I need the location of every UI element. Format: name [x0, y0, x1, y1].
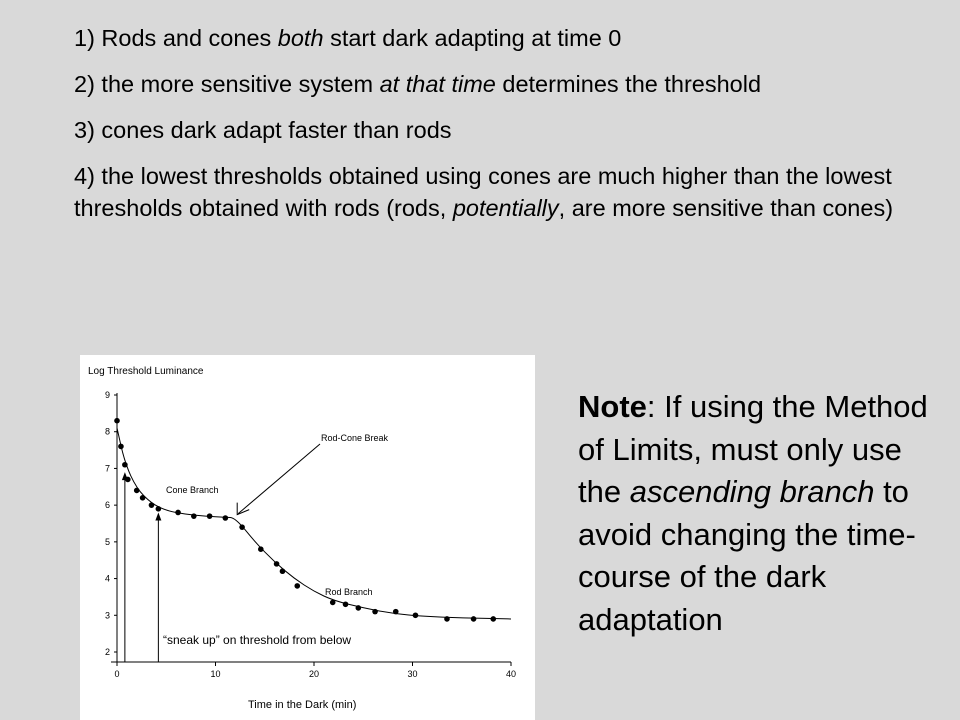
- bullet-list: [74, 22, 934, 238]
- note-text: Note: If using the Method of Limits, must only use the ascending branch to avoid changing the time-course of the dark adaptation: [578, 389, 928, 637]
- data-point: [156, 506, 162, 512]
- data-point: [280, 568, 286, 574]
- fit-curve: [117, 428, 511, 619]
- x-tick-label: 40: [505, 669, 517, 679]
- bullet-4: 4) the lowest thresholds obtained using cones are much higher than the lowest thresholds obtained with rods (rods, potentially, are more sensitive than cones): [74, 163, 894, 221]
- y-tick-label: 9: [105, 390, 111, 400]
- note-label: Note: [578, 389, 647, 424]
- data-points: [114, 418, 496, 622]
- data-point: [149, 502, 155, 508]
- x-axis-label: Time in the Dark (min): [248, 699, 357, 711]
- rod-cone-break-label: Rod-Cone Break: [321, 433, 389, 443]
- x-tick-label: 30: [407, 669, 418, 679]
- bullet-1: 1) Rods and cones both start dark adapting at time 0: [74, 25, 622, 51]
- data-point: [122, 462, 128, 468]
- y-tick-label: 2: [105, 647, 111, 657]
- data-point: [490, 616, 496, 622]
- y-tick-label: 4: [105, 573, 111, 584]
- data-point: [191, 513, 197, 519]
- y-tick-label: 7: [105, 463, 111, 474]
- chart-axes: [111, 393, 511, 662]
- y-tick-label: 8: [105, 426, 111, 437]
- data-point: [444, 616, 450, 622]
- annotation-arrows: [122, 444, 320, 662]
- y-axis-label: Log Threshold Luminance: [88, 366, 204, 377]
- y-tick-label: 6: [105, 500, 111, 511]
- sneak-up-label: “sneak up” on threshold from below: [163, 633, 352, 647]
- rod-cone-break-arrow-line: [238, 444, 320, 514]
- data-point: [343, 601, 349, 607]
- data-point: [356, 605, 362, 611]
- data-point: [258, 546, 264, 552]
- data-point: [413, 612, 419, 618]
- data-point: [330, 600, 336, 606]
- ascending-arrow-2-head: [155, 512, 161, 520]
- bullet-2: 2) the more sensitive system at that time determines the threshold: [74, 71, 762, 97]
- data-point: [223, 515, 229, 521]
- data-point: [134, 488, 140, 494]
- data-point: [294, 583, 300, 589]
- x-tick-label: 10: [210, 669, 221, 679]
- ascending-arrow-1-head: [122, 472, 128, 480]
- data-point: [114, 418, 120, 424]
- dark-adaptation-chart-panel: [80, 355, 535, 720]
- data-point: [372, 609, 378, 615]
- rod-branch-label: Rod Branch: [325, 587, 373, 597]
- cone-branch-label: Cone Branch: [166, 485, 219, 495]
- data-point: [274, 561, 280, 567]
- data-point: [239, 524, 245, 530]
- data-point: [207, 513, 213, 519]
- dark-adaptation-chart: [80, 355, 535, 720]
- data-point: [393, 609, 399, 615]
- x-tick-label: 0: [114, 669, 120, 679]
- data-point: [140, 495, 146, 501]
- y-tick-label: 5: [105, 536, 111, 547]
- y-tick-label: 3: [105, 610, 111, 621]
- data-point: [118, 444, 124, 450]
- data-point: [175, 510, 181, 516]
- data-point: [471, 616, 477, 622]
- x-tick-label: 20: [308, 669, 320, 679]
- bullet-3: 3) cones dark adapt faster than rods: [74, 117, 452, 143]
